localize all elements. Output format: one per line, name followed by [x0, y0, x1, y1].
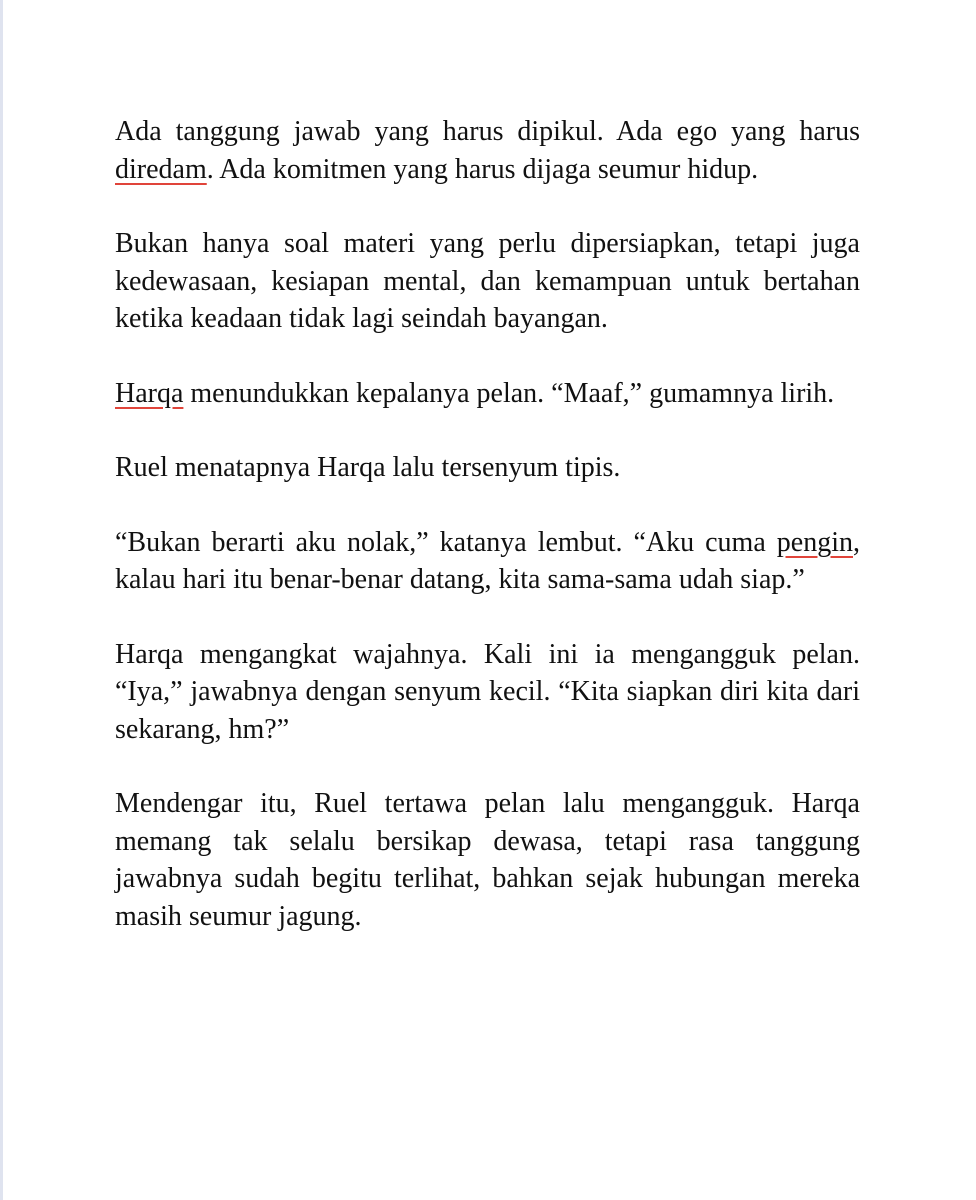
text-run: Bukan hanya soal materi yang perlu dipersiapkan, tetapi juga kedewasaan, kesiapan mental, dan kemampuan untuk bertahan ketika keadaan tidak lagi seindah bayangan. [115, 228, 860, 334]
misspelled-word[interactable]: Harqa [115, 377, 184, 409]
paragraph-4 [115, 449, 860, 487]
text-run: Ruel menatapnya Harqa lalu tersenyum tipis. [115, 452, 621, 483]
paragraph-3 [115, 375, 860, 413]
text-run: . Ada komitmen yang harus dijaga seumur hidup. [206, 153, 759, 185]
paragraph-7 [115, 785, 860, 935]
text-run: , kalau hari itu benar-benar datang, kita sama-sama udah siap.” [115, 526, 860, 595]
document-body[interactable] [115, 113, 860, 972]
text-run: “Bukan berarti aku nolak,” katanya lembut. “Aku cuma [115, 526, 777, 558]
text-run: menundukkan kepalanya pelan. “Maaf,” gumamnya lirih. [183, 377, 835, 409]
paragraph-6 [115, 636, 860, 749]
paragraph-1 [115, 113, 860, 188]
paragraph-5 [115, 524, 860, 599]
paragraph-2 [115, 225, 860, 338]
text-run: Ada tanggung jawab yang harus dipikul. Ada ego yang harus [115, 116, 860, 147]
text-run: Mendengar itu, Ruel tertawa pelan lalu mengangguk. Harqa memang tak selalu bersikap dewasa, tetapi rasa tanggung jawabnya sudah begitu terlihat, bahkan sejak hubungan mereka masih seumur jagung. [115, 788, 860, 932]
misspelled-word[interactable]: diredam [115, 153, 207, 185]
page-left-edge [0, 0, 3, 1200]
misspelled-word[interactable]: pengin [776, 526, 853, 558]
text-run: Harqa mengangkat wajahnya. Kali ini ia mengangguk pelan. “Iya,” jawabnya dengan senyum kecil. “Kita siapkan diri kita dari sekarang, hm?” [115, 638, 860, 745]
